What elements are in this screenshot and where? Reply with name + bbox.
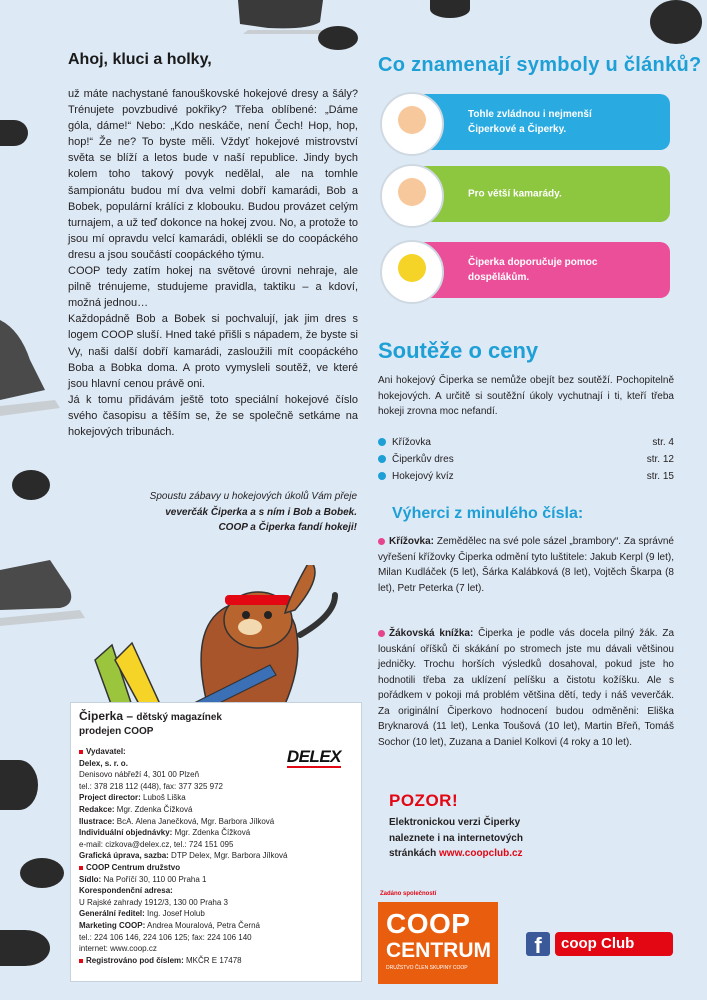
imprint-line xyxy=(79,793,186,803)
imprint-title-main: Čiperka – xyxy=(79,709,134,723)
contest-item-page: str. 12 xyxy=(646,454,674,465)
baby-icon xyxy=(380,92,444,156)
hockey-puck xyxy=(0,930,50,966)
notice-line xyxy=(389,846,523,862)
imprint-value: BcA. Alena Janečková, Mgr. Barbora Jílková xyxy=(114,816,275,826)
imprint-title-sub: dětský magazínek xyxy=(136,712,222,723)
imprint-line xyxy=(79,886,173,896)
ice-skate-left-2 xyxy=(0,560,90,640)
bullet-icon xyxy=(378,438,386,446)
imprint-line xyxy=(79,909,205,919)
hockey-puck xyxy=(0,760,38,810)
contest-item-name: Hokejový kvíz xyxy=(392,471,454,482)
bullet-icon xyxy=(378,472,386,480)
signature-line: COOP a Čiperka fandí hokeji! xyxy=(218,522,357,533)
imprint-title xyxy=(79,709,222,723)
bullet-icon xyxy=(79,959,83,963)
signature-line: veverčák Čiperka a s ním i Bob a Bobek. xyxy=(165,506,357,518)
bullet-icon xyxy=(79,866,83,870)
imprint-box xyxy=(70,702,362,982)
winners-text: Čiperka je podle vás docela pilný žák. Za louskání oříšků či skákání po stromech jste mu dávali většinou jedničky. Trochu horších výsledků dosahoval, pokud jste ho hodnotili třeba za uklízení pelíšku a čistotu kožíšku. Ale s pořádkem v pokoji má problém většina dětí, tedy i náš veverčák. Za originální Čiperkovo hodnocení budou odměněni: Eliška Bryknarová (11 let), Lenka Toušová (10 let), Martin Břeň, Tomáš Sochor (10 let), Zuzana a Daniel Kolkovi (4 roky a 10 let). xyxy=(378,628,675,748)
imprint-value: Denisovo nábřeží 4, 301 00 Plzeň xyxy=(79,770,200,780)
imprint-value: Na Poříčí 30, 110 00 Praha 1 xyxy=(101,874,207,884)
symbol-text-line: Tohle zvládnou i nejmenší xyxy=(468,109,592,120)
imprint-line xyxy=(79,921,260,931)
logo-text: CENTRUM xyxy=(386,939,491,962)
imprint-line xyxy=(79,782,223,792)
imprint-line xyxy=(79,898,228,908)
coop-centrum-logo xyxy=(378,902,498,984)
imprint-label: Vydavatel: xyxy=(86,747,126,756)
signature-line: Spoustu zábavy u hokejových úkolů Vám přeje xyxy=(149,491,357,502)
intro-text xyxy=(68,86,358,440)
imprint-label: Individuální objednávky: xyxy=(79,828,173,838)
winners-label: Žákovská knížka: xyxy=(389,628,474,639)
imprint-value: Ing. Josef Holub xyxy=(144,909,205,919)
intro-paragraph: už máte nachystané fanouškovské hokejové dresy a šály? Trénujete povzbudivé pokřiky? Třeba oblíbené: „Dáme góla, dáme!“ Nebo: „Kdo neskáče, není Čech! Hop, hop, hop!“ Že ne? To byste měli. Vždyť hokejové mistrovství světa se blíží a letos bude v naší republice. Jindy bych kolem toho takový povyk nedělal, ale na tomhle šampionátu budou mí dva velmi dobří kamarádi, Bob a Bobek, populární králíci z klobouku. Budou provázet celým turnajem, a už teď dokonce na hokej zvou. No, a protože to jsou mí opravdu velcí kamarádi, oblékli se do coopáckého dresu a jsou součástí coopáckého týmu. xyxy=(68,88,358,261)
symbol-badge-text xyxy=(468,255,597,285)
symbol-badge-text: Pro větší kamarády. xyxy=(468,188,562,200)
imprint-label: Project director: xyxy=(79,793,141,803)
imprint-value: tel.: 224 106 146, 224 106 125; fax: 224 106 140 xyxy=(79,932,252,942)
imprint-label: Generální ředitel: xyxy=(79,909,145,919)
contest-item xyxy=(378,471,674,482)
intro-paragraph: COOP tedy zatím hokej na světové úrovni nehraje, ale pilně trénujeme, studujeme pravidla, taktiku – a kdoví, možná jednou… xyxy=(68,265,358,310)
imprint-line xyxy=(79,956,242,966)
abc-child-icon xyxy=(380,164,444,228)
logo-text: coop xyxy=(561,935,597,952)
imprint-value: tel.: 378 218 112 (448), fax: 377 325 972 xyxy=(79,781,223,791)
imprint-subtitle: prodejen COOP xyxy=(79,726,154,737)
imprint-label: Sídlo: xyxy=(79,874,102,884)
imprint-label: Redakce: xyxy=(79,805,115,814)
intro-paragraph: Každopádně Bob a Bobek si pochvalují, jak jim dres s logem COOP sluší. Hned také přišli s nápadem, že byste si Vy, naši další dobří kamarádi, zasloužili mít coopáckého Boba a Bobka doma. A proto vymysleli soutěž, ve které jsou hlavní cenou právě oni. xyxy=(68,313,358,390)
bullet-icon xyxy=(378,455,386,463)
imprint-line xyxy=(79,805,192,815)
symbol-text-line: Čiperkové a Čiperky. xyxy=(468,124,567,135)
imprint-value: e-mail: cizkova@delex.cz, tel.: 724 151 095 xyxy=(79,839,234,849)
signature xyxy=(100,489,357,536)
winners-report-card xyxy=(378,626,674,750)
winners-heading: Výherci z minulého čísla: xyxy=(392,505,584,522)
imprint-value: Andrea Mouralová, Petra Černá xyxy=(145,921,260,930)
imprint-line xyxy=(79,944,157,954)
notice-heading: POZOR! xyxy=(389,791,459,810)
imprint-value: DTP Delex, Mgr. Barbora Jílková xyxy=(168,851,288,861)
hockey-puck xyxy=(430,0,470,18)
hockey-puck xyxy=(650,0,702,44)
imprint-line xyxy=(79,747,126,757)
imprint-label: Marketing COOP: xyxy=(79,921,146,930)
logo-text: Club xyxy=(596,935,635,952)
contest-item-page: str. 15 xyxy=(646,471,674,482)
hockey-puck xyxy=(318,26,358,50)
notice-line: Elektronickou verzi Čiperky xyxy=(389,817,521,828)
bullet-icon xyxy=(79,750,83,754)
sponsor-label: Zadáno společností xyxy=(380,891,437,897)
family-icon xyxy=(380,240,444,304)
imprint-label: Registrováno pod číslem: xyxy=(86,955,184,965)
contest-item xyxy=(378,454,674,465)
imprint-label: Grafická úprava, sazba: xyxy=(79,851,169,861)
coopclub-link[interactable]: www.coopclub.cz xyxy=(439,848,523,859)
notice-text xyxy=(389,815,523,862)
imprint-value: Mgr. Zdenka Čížková xyxy=(172,828,251,838)
notice-line: naleznete i na internetových xyxy=(389,832,523,844)
winners-label: Křížovka: xyxy=(389,536,435,547)
imprint-value: U Rajské zahrady 1912/3, 130 00 Praha 3 xyxy=(79,897,228,907)
logo-text: COOP xyxy=(386,908,471,939)
logo-text: DRUŽSTVO ČLEN SKUPINY COOP xyxy=(386,965,468,971)
contest-item-page: str. 4 xyxy=(652,437,674,448)
hockey-puck xyxy=(0,120,28,146)
contest-item-name: Čiperkův dres xyxy=(392,454,454,465)
symbol-text-line: dospělákům. xyxy=(468,272,530,283)
facebook-icon[interactable]: f xyxy=(526,932,550,956)
imprint-value: MKČR E 17478 xyxy=(183,955,242,965)
imprint-label: Delex, s. r. o. xyxy=(79,758,128,768)
contest-heading: Soutěže o ceny xyxy=(378,338,539,363)
imprint-value: internet: www.coop.cz xyxy=(79,944,157,954)
imprint-line xyxy=(79,840,233,850)
delex-logo: DELEX xyxy=(286,747,341,766)
notice-line-text: stránkách xyxy=(389,848,440,859)
imprint-label: COOP Centrum družstvo xyxy=(86,863,181,872)
imprint-line xyxy=(79,828,250,838)
imprint-line xyxy=(79,875,206,885)
winners-text: Zemědělec na své pole sázel „brambory“. Za správné vyřešení křížovky Čiperka odmění tyto luštitele: Jakub Kerpl (9 let), Milan Kudláček (5 let), Šárka Kalábková (8 let), Vojtěch Škarpa (8 let), Petr Peterka (7 let). xyxy=(378,536,674,594)
imprint-line xyxy=(79,933,252,943)
coop-club-logo[interactable] xyxy=(555,932,673,956)
bullet-icon xyxy=(378,630,385,637)
symbol-badge-text xyxy=(468,107,592,137)
imprint-label: Korespondenční adresa: xyxy=(79,886,173,896)
ice-skate-left xyxy=(0,320,70,430)
imprint-value: Luboš Liška xyxy=(140,793,186,803)
imprint-line xyxy=(79,817,274,827)
greeting-heading: Ahoj, kluci a holky, xyxy=(68,51,212,68)
symbol-text-line: Čiperka doporučuje pomoc xyxy=(468,257,598,268)
imprint-label: Ilustrace: xyxy=(79,816,115,826)
imprint-line xyxy=(79,770,199,780)
winners-crossword xyxy=(378,534,674,596)
imprint-line xyxy=(79,759,128,769)
imprint-value: Mgr. Zdenka Čížková xyxy=(114,805,193,814)
imprint-line xyxy=(79,851,287,861)
bullet-icon xyxy=(378,538,385,545)
symbols-heading: Co znamenají symboly u článků? xyxy=(378,54,702,76)
contest-item-name: Křížovka xyxy=(392,437,431,448)
imprint-line xyxy=(79,863,180,873)
contest-text: Ani hokejový Čiperka se nemůže obejít bez soutěží. Pochopitelně hokejových. A určitě si soutěžní úkoly vychutnají i ti, kteří třeba hokeji zrovna moc nefandí. xyxy=(378,375,674,417)
contest-item xyxy=(378,437,674,448)
squirrel-illustration xyxy=(90,565,350,715)
hockey-puck xyxy=(20,858,64,888)
hockey-puck xyxy=(12,470,50,500)
intro-paragraph: Já k tomu přidávám ještě toto speciální hokejové číslo svého časopisu a těším se, že se společně setkáme na hokejových tribunách. xyxy=(68,393,358,438)
